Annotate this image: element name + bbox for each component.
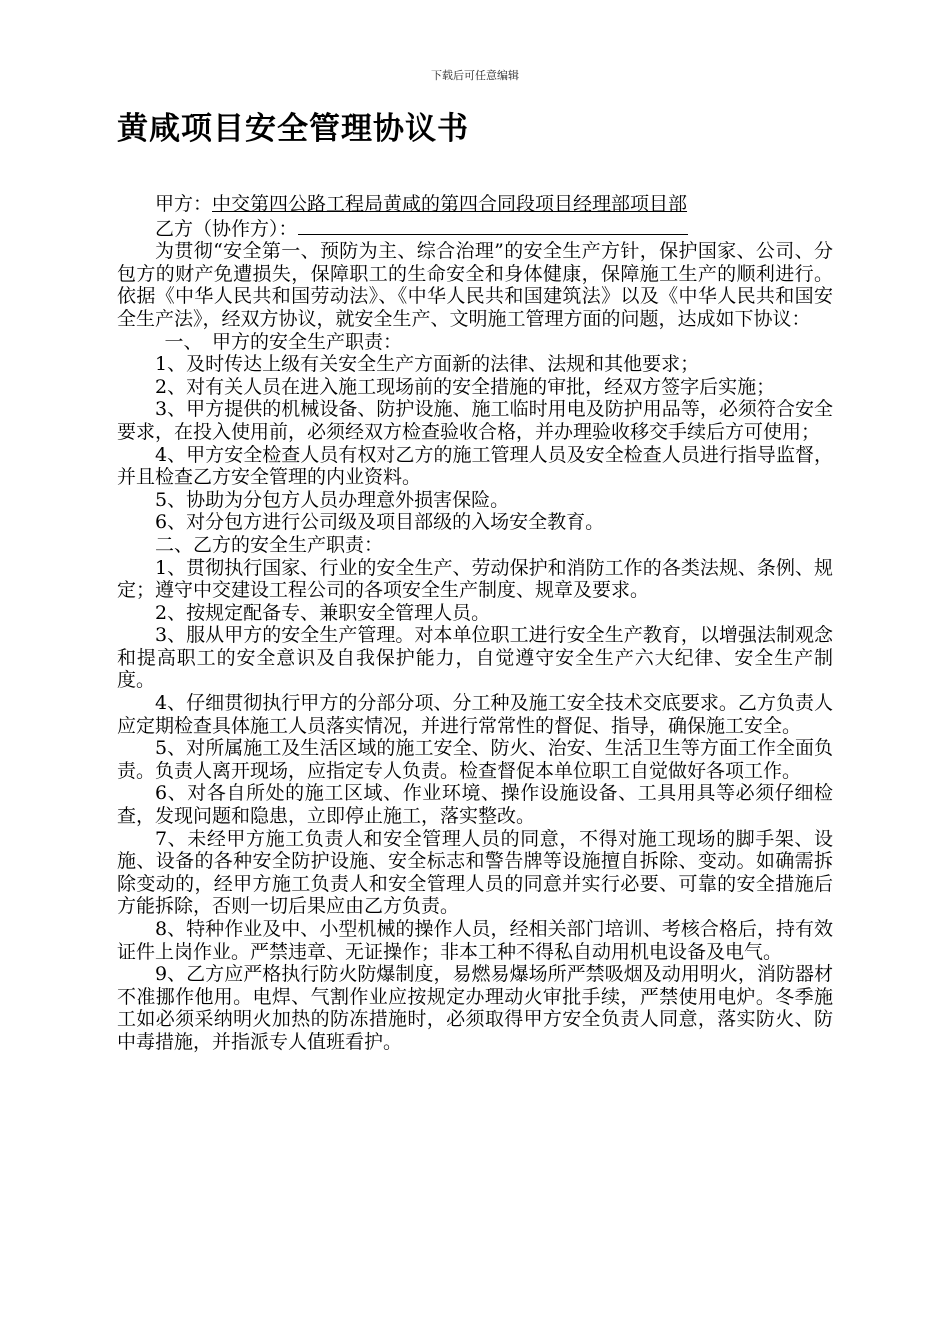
party-a-value: 中交第四公路工程局黄咸的第四合同段项目经理部项目部 <box>212 193 688 215</box>
document-title: 黄咸项目安全管理协议书 <box>117 111 469 147</box>
party-b-label: 乙方（协作方）： <box>155 217 298 240</box>
section-a-heading: 一、 甲方的安全生产职责： <box>164 330 403 353</box>
party-a-line <box>117 193 833 216</box>
section-b-heading: 二、乙方的安全生产职责： <box>155 533 384 556</box>
section-a-item: 5、协助为分包方人员办理意外损害保险。 <box>155 488 510 511</box>
party-a-label: 甲方： <box>155 193 213 215</box>
section-b-item: 7、未经甲方施工负责人和安全管理人员的同意，不得对施工现场的脚手架、设施、设备的各种安全防护设施、安全标志和警告牌等设施擅自拆除、变动。如确需拆除变动的，经甲方施工负责人和安全管理人员的同意并实行必要、可靠的安全措施后方能拆除，否则一切后果应由乙方负责。 <box>117 827 833 918</box>
section-b-item: 6、对各自所处的施工区域、作业环境、操作设施设备、工具用具等必须仔细检查，发现问题和隐患，立即停止施工，落实整改。 <box>117 782 833 828</box>
section-a-item: 2、对有关人员在进入施工现场前的安全措施的审批，经双方签字后实施； <box>155 375 776 398</box>
section-a-item: 4、甲方安全检查人员有权对乙方的施工管理人员及安全检查人员进行指导监督，并且检查乙方安全管理的内业资料。 <box>117 443 833 489</box>
section-b-item: 1、贯彻执行国家、行业的安全生产、劳动保护和消防工作的各类法规、条例、规定；遵守中交建设工程公司的各项安全生产制度、规章及要求。 <box>117 556 833 602</box>
party-b-line <box>117 216 833 241</box>
section-b-item: 3、服从甲方的安全生产管理。对本单位职工进行安全生产教育，以增强法制观念和提高职工的安全意识及自我保护能力，自觉遵守安全生产六大纪律、安全生产制度。 <box>117 624 833 692</box>
section-b-item: 9、乙方应严格执行防火防爆制度，易燃易爆场所严禁吸烟及动用明火，消防器材不准挪作他用。电焊、气割作业应按规定办理动火审批手续，严禁使用电炉。冬季施工如必须采纳明火加热的防冻措施时，必须取得甲方安全负责人同意，落实防火、防中毒措施，并指派专人值班看护。 <box>117 963 833 1053</box>
section-b-item: 2、按规定配备专、兼职安全管理人员。 <box>155 601 491 624</box>
party-b-blank-line <box>298 216 688 235</box>
section-a-item: 1、及时传达上级有关安全生产方面新的法律、法规和其他要求； <box>155 353 700 376</box>
section-a-item: 3、甲方提供的机械设备、防护设施、施工临时用电及防护用品等，必须符合安全要求，在投入使用前，必须经双方检查验收合格，并办理验收移交手续后方可使用； <box>117 398 833 443</box>
document-body <box>117 193 833 1054</box>
section-a-item: 6、对分包方进行公司级及项目部级的入场安全教育。 <box>155 511 605 534</box>
intro-paragraph: 为贯彻“安全第一、预防为主、综合治理”的安全生产方针，保护国家、公司、分包方的财产免遭损失，保障职工的生命安全和身体健康，保障施工生产的顺利进行。依据《中华人民共和国劳动法》、《中华人民共和国建筑法》以及《中华人民共和国安全生产法》，经双方协议，就安全生产、文明施工管理方面的问题，达成如下协议： <box>117 240 833 330</box>
section-b-item: 4、仔细贯彻执行甲方的分部分项、分工种及施工安全技术交底要求。乙方负责人应定期检查具体施工人员落实情况，并进行常常性的督促、指导，确保施工安全。 <box>117 692 833 737</box>
header-note: 下载后可任意编辑 <box>431 69 519 82</box>
section-b-item: 5、对所属施工及生活区域的施工安全、防火、治安、生活卫生等方面工作全面负责。负责人离开现场，应指定专人负责。检查督促本单位职工自觉做好各项工作。 <box>117 737 833 782</box>
section-b-item: 8、特种作业及中、小型机械的操作人员，经相关部门培训、考核合格后，持有效证件上岗作业。严禁违章、无证操作；非本工种不得私自动用机电设备及电气。 <box>117 918 833 963</box>
